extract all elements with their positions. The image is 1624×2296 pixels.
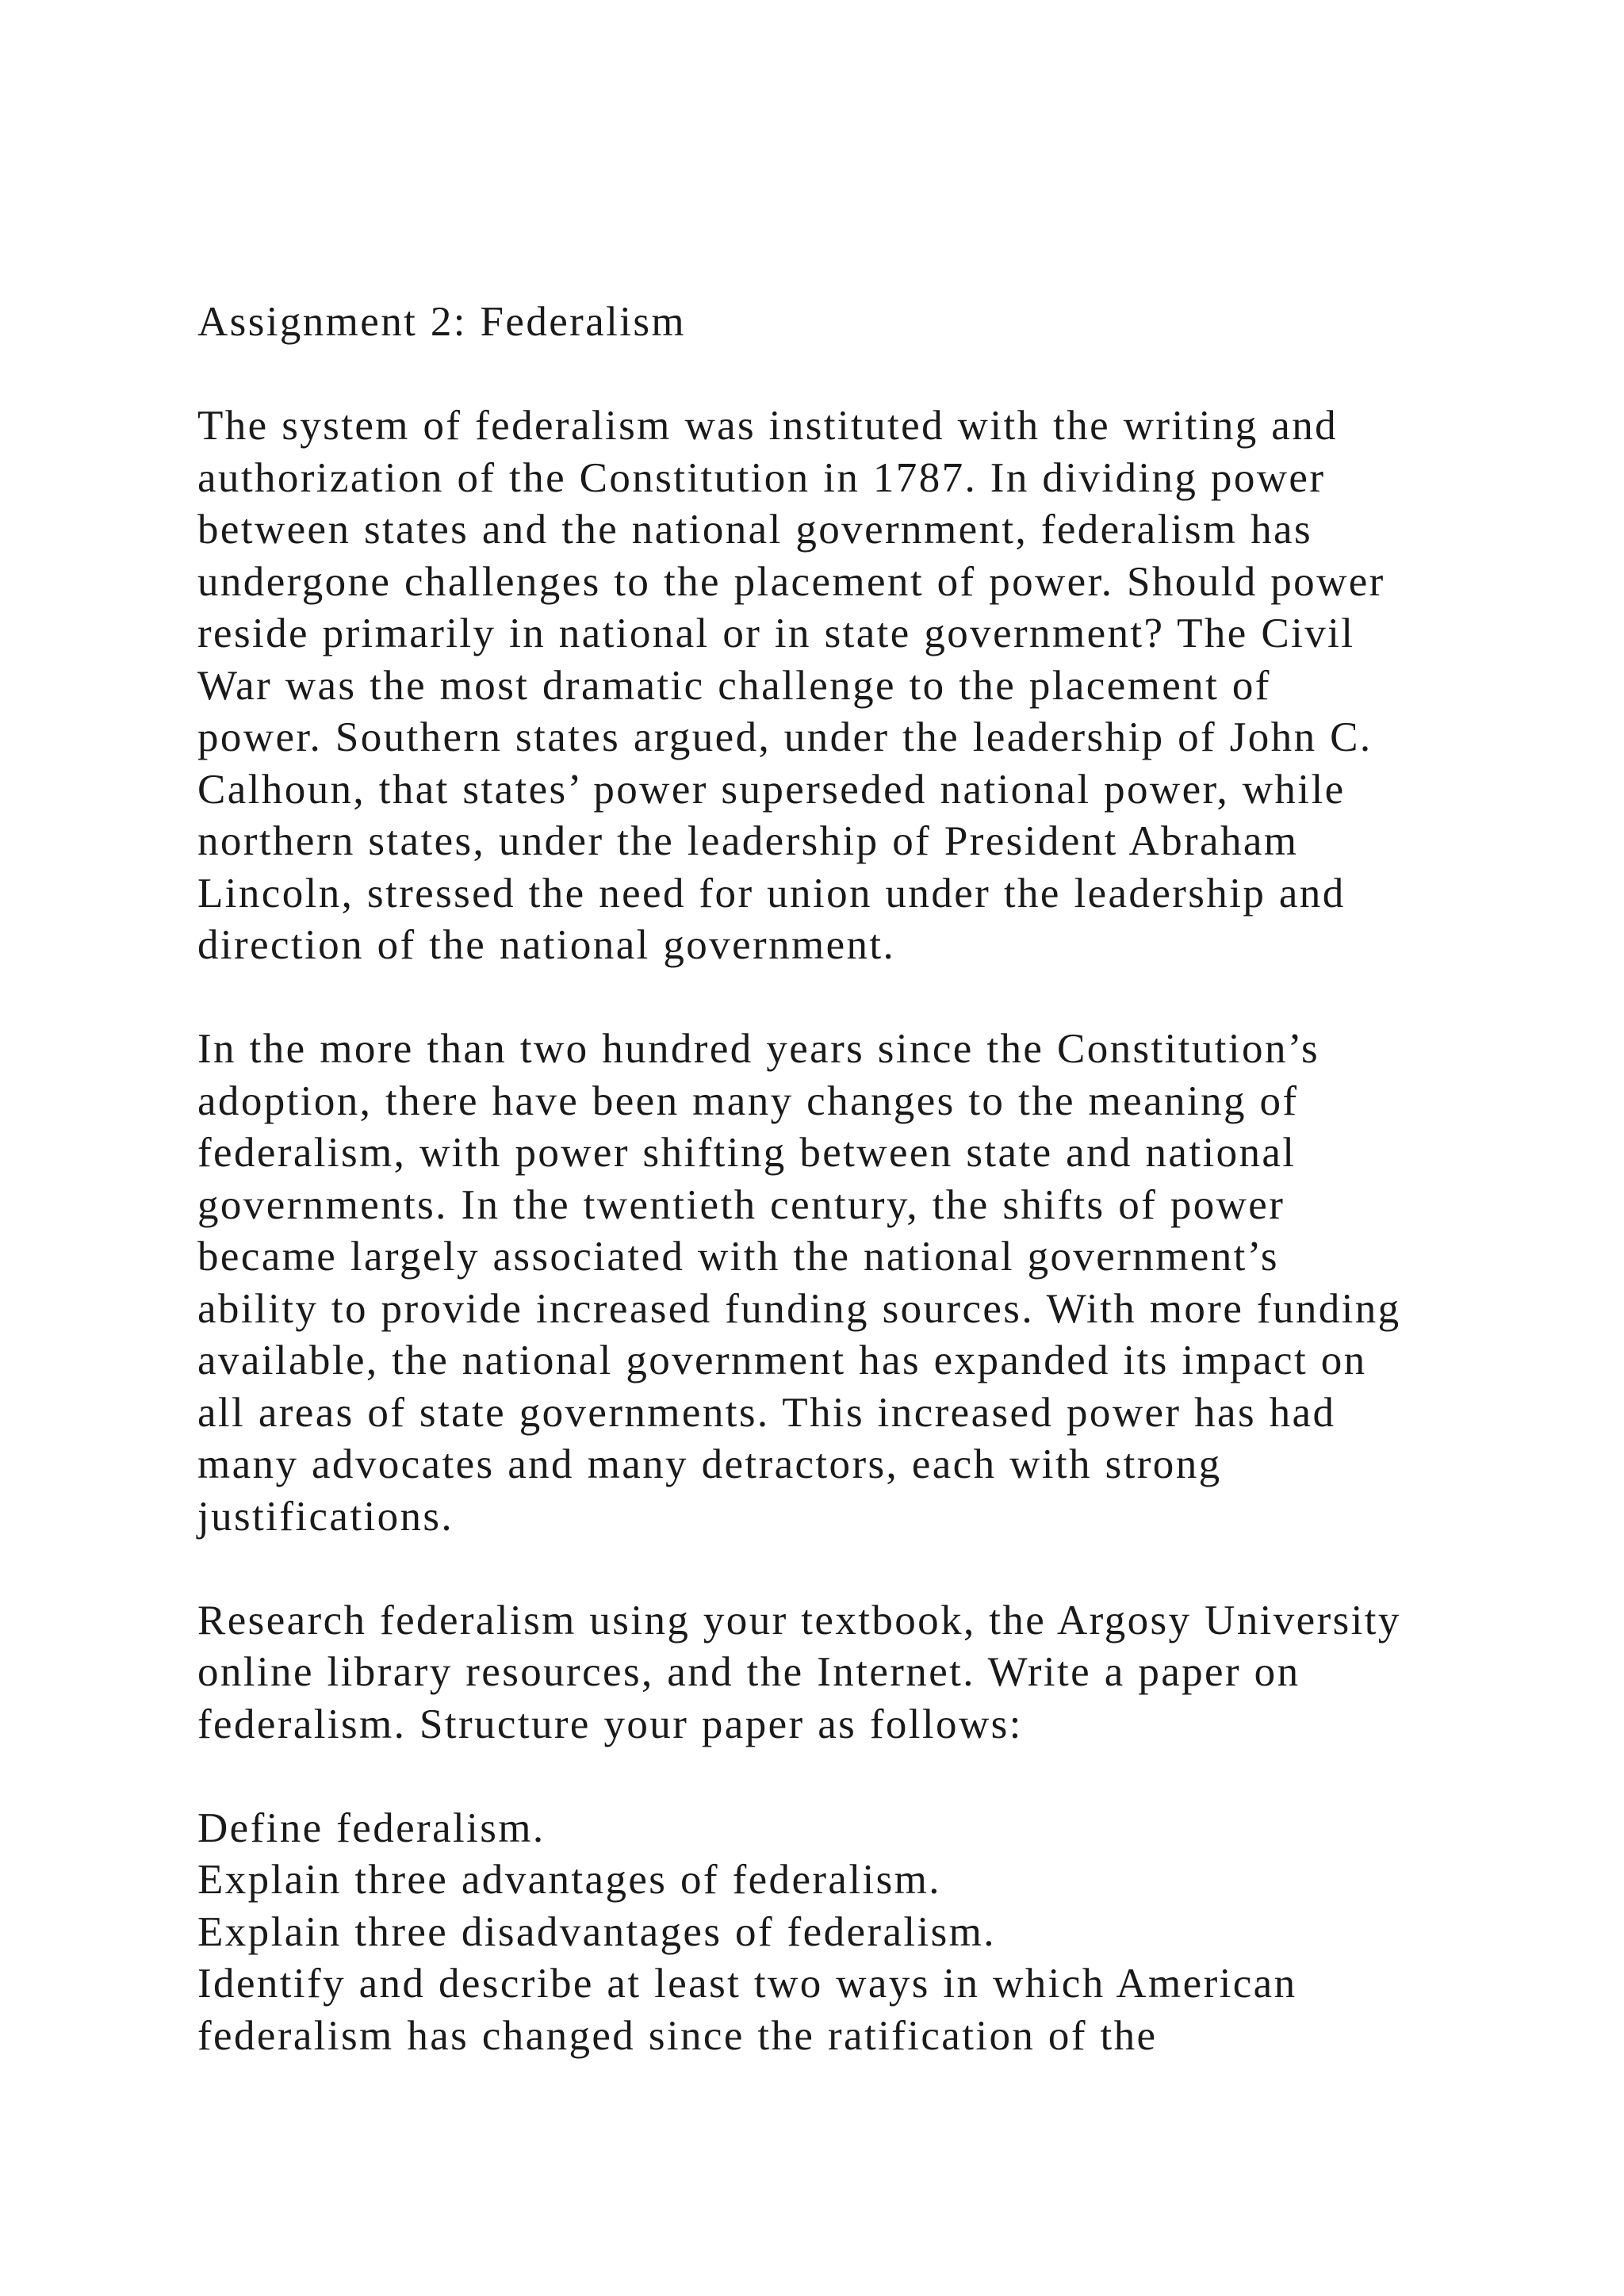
paragraph-line: undergone challenges to the placement of power. Should power (197, 558, 1385, 605)
paragraph-line: became largely associated with the national government’s (197, 1234, 1279, 1280)
requirements-list (197, 1803, 1482, 2063)
document-body (197, 297, 1482, 2062)
paragraph-line: federalism. Structure your paper as follows: (197, 1701, 1023, 1747)
paragraph-line: federalism, with power shifting between state and national (197, 1130, 1297, 1176)
paragraph-line: authorization of the Constitution in 1787. In dividing power (197, 454, 1326, 501)
list-item: Explain three disadvantages of federalism. (197, 1908, 996, 1955)
paragraph-intro (197, 400, 1482, 972)
paragraph-line: adoption, there have been many changes to the meaning of (197, 1077, 1299, 1124)
paragraph-line: The system of federalism was instituted with the writing and (197, 403, 1338, 449)
paragraph-line: reside primarily in national or in state government? The Civil (197, 610, 1355, 656)
paragraph-line: all areas of state governments. This increased power has had (197, 1389, 1336, 1436)
paragraph-line: Research federalism using your textbook, the Argosy University (197, 1597, 1401, 1644)
list-item: Explain three advantages of federalism. (197, 1857, 941, 1903)
paragraph-line: available, the national government has expanded its impact on (197, 1337, 1367, 1383)
paragraph-line: justifications. (197, 1493, 454, 1540)
paragraph-line: power. Southern states argued, under the leadership of John C. (197, 714, 1373, 760)
paragraph-history (197, 1024, 1482, 1543)
paragraph-instructions (197, 1595, 1482, 1751)
paragraph-line: Lincoln, stressed the need for union under the leadership and (197, 870, 1346, 916)
paragraph-line: governments. In the twentieth century, the shifts of power (197, 1181, 1285, 1228)
paragraph-line: online library resources, and the Internet. Write a paper on (197, 1649, 1300, 1695)
paragraph-line: Calhoun, that states’ power superseded national power, while (197, 766, 1346, 813)
paragraph-line: direction of the national government. (197, 922, 896, 968)
list-item: Identify and describe at least two ways in which American (197, 1961, 1297, 2007)
paragraph-line: War was the most dramatic challenge to the placement of (197, 662, 1271, 709)
paragraph-line: In the more than two hundred years since the Constitution’s (197, 1026, 1320, 1072)
paragraph-line: ability to provide increased funding sources. With more funding (197, 1285, 1401, 1332)
document-title: Assignment 2: Federalism (197, 299, 687, 345)
list-item: federalism has changed since the ratification of the (197, 2012, 1158, 2059)
paragraph-line: northern states, under the leadership of President Abraham (197, 818, 1299, 864)
list-item: Define federalism. (197, 1804, 546, 1851)
paragraph-line: many advocates and many detractors, each with strong (197, 1441, 1222, 1487)
paragraph-line: between states and the national government, federalism has (197, 507, 1312, 553)
